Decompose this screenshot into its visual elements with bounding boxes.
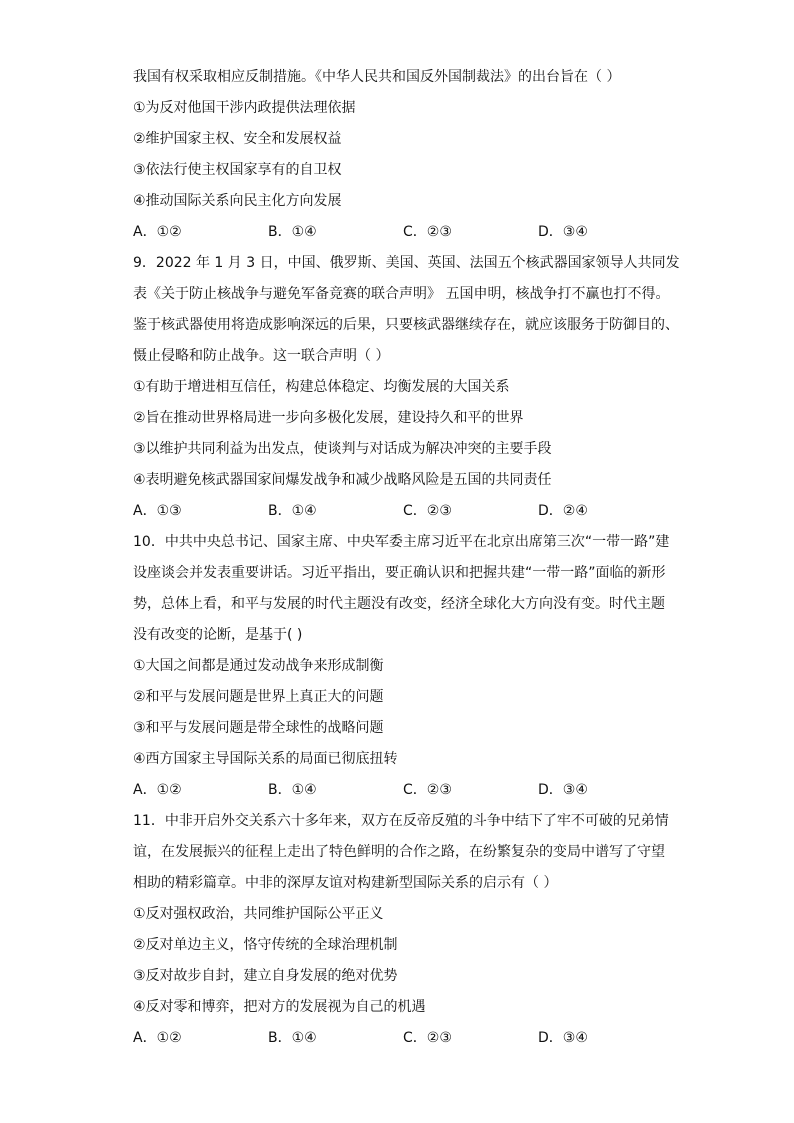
statement-item: ③和平与发展问题是带全球性的战略问题: [133, 720, 384, 736]
statement-item: ④推动国际关系向民主化方向发展: [133, 193, 342, 209]
question-stem-line: 10．中共中央总书记、国家主席、中央军委主席习近平在北京出席第三次“一带一路”建: [133, 534, 670, 550]
question-stem-line: 相助的精彩篇章。中非的深厚友谊对构建新型国际关系的启示有（ ）: [133, 875, 558, 891]
answer-options: [133, 775, 673, 806]
answer-option: A．①③: [133, 503, 182, 519]
statement-item: ②旨在推动世界格局进一步向多极化发展，建设持久和平的世界: [133, 410, 524, 426]
statement-item: ②维护国家主权、安全和发展权益: [133, 131, 342, 147]
statement-item: ③依法行使主权国家享有的自卫权: [133, 162, 342, 178]
question-stem-line: 没有改变的论断，是基于( ): [133, 627, 303, 643]
question-stem-line: 慑止侵略和防止战争。这一联合声明（ ）: [133, 348, 390, 364]
statement-item: ②和平与发展问题是世界上真正大的问题: [133, 689, 384, 705]
answer-option: A．①②: [133, 1030, 182, 1046]
statement-item: ④西方国家主导国际关系的局面已彻底扭转: [133, 751, 398, 767]
statement-item: ①为反对他国干涉内政提供法理依据: [133, 100, 356, 116]
statement-item: ③反对故步自封，建立自身发展的绝对优势: [133, 968, 398, 984]
answer-option: C．②③: [403, 782, 452, 798]
question-stem-line: 表《关于防止核战争与避免军备竞赛的联合声明》 五国申明，核战争打不赢也打不得。: [133, 286, 670, 302]
answer-option: D．②④: [538, 503, 588, 519]
answer-options: [133, 496, 673, 527]
question-block: [133, 248, 680, 527]
answer-options: [133, 217, 673, 248]
question-stem-line: 谊，在发展振兴的征程上走出了特色鲜明的合作之路，在纷繁复杂的变局中谱写了守望: [133, 844, 665, 860]
statement-item: ④反对零和博弈，把对方的发展视为自己的机遇: [133, 999, 426, 1015]
answer-option: A．①②: [133, 782, 182, 798]
statement-item: ③以维护共同利益为出发点，使谈判与对话成为解决冲突的主要手段: [133, 441, 552, 457]
statement-item: ②反对单边主义，恪守传统的全球治理机制: [133, 937, 398, 953]
answer-option: C．②③: [403, 224, 452, 240]
statement-item: ①有助于增进相互信任，构建总体稳定、均衡发展的大国关系: [133, 379, 510, 395]
statement-item: ①大国之间都是通过发动战争来形成制衡: [133, 658, 384, 674]
answer-option: B．①④: [268, 782, 317, 798]
question-block: [133, 527, 673, 806]
answer-option: D．③④: [538, 1030, 588, 1046]
answer-option: C．②③: [403, 1030, 452, 1046]
question-stem-line: 11．中非开启外交关系六十多年来，双方在反帝反殖的斗争中结下了牢不可破的兄弟情: [133, 813, 669, 829]
question-stem-line: 鉴于核武器使用将造成影响深远的后果，只要核武器继续存在，就应该服务于防御目的、: [133, 317, 679, 333]
question-list: [133, 62, 680, 1054]
question-block: [133, 806, 673, 1054]
question-stem-line: 设座谈会并发表重要讲话。习近平指出，要正确认识和把握共建“一带一路”面临的新形: [133, 565, 666, 581]
question-stem-line: 9．2022 年 1 月 3 日，中国、俄罗斯、美国、英国、法国五个核武器国家领导人共同发: [133, 255, 680, 271]
question-block: [133, 62, 673, 248]
answer-option: B．①④: [268, 224, 317, 240]
answer-option: B．①④: [268, 503, 317, 519]
answer-option: C．②③: [403, 503, 452, 519]
question-stem-line: 势，总体上看，和平与发展的时代主题没有改变，经济全球化大方向没有变。时代主题: [133, 596, 665, 612]
answer-option: B．①④: [268, 1030, 317, 1046]
answer-option: D．③④: [538, 224, 588, 240]
answer-option: D．③④: [538, 782, 588, 798]
question-stem-line: 我国有权采取相应反制措施。《中华人民共和国反外国制裁法》的出台旨在（ ）: [133, 69, 621, 85]
statement-item: ①反对强权政治，共同维护国际公平正义: [133, 906, 384, 922]
answer-option: A．①②: [133, 224, 182, 240]
statement-item: ④表明避免核武器国家间爆发战争和减少战略风险是五国的共同责任: [133, 472, 552, 488]
answer-options: [133, 1023, 673, 1054]
